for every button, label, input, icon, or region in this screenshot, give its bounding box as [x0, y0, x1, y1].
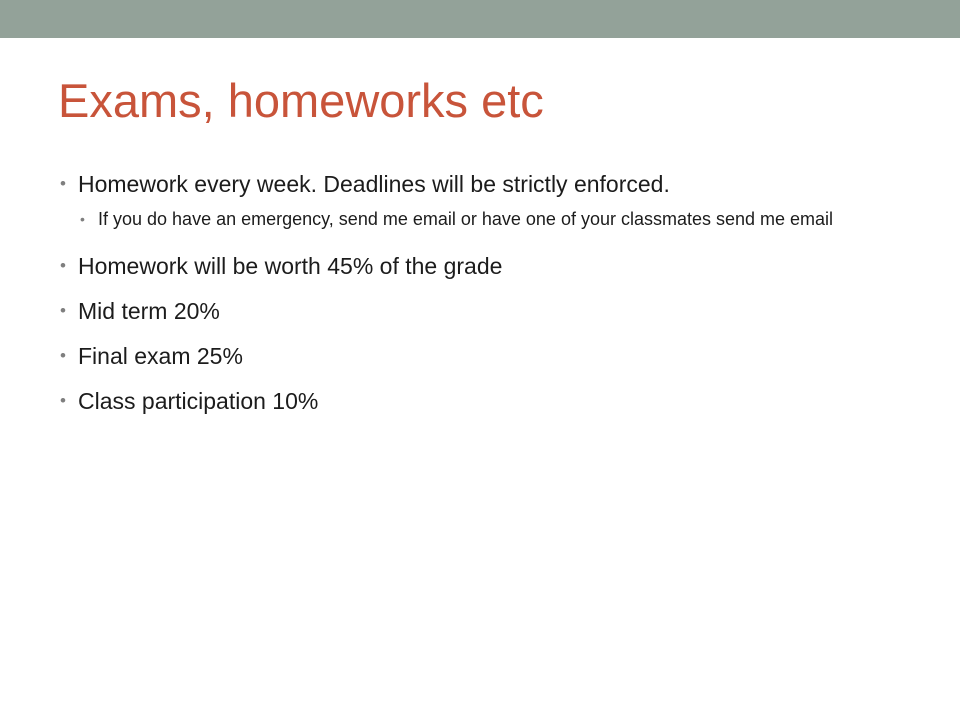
bullet-marker: •	[60, 174, 66, 193]
bullet-marker: •	[60, 346, 66, 365]
bullet-text: Mid term 20%	[78, 298, 220, 324]
bullet-marker: •	[60, 391, 66, 410]
bullet-marker: •	[60, 301, 66, 320]
bullet-item	[60, 342, 920, 370]
bullet-item	[60, 170, 920, 198]
bullet-list	[60, 170, 920, 432]
bullet-item	[60, 387, 920, 415]
bullet-marker: •	[80, 211, 85, 227]
bullet-item	[60, 252, 920, 280]
sub-bullet-item	[80, 207, 898, 232]
bullet-item	[60, 297, 920, 325]
bullet-text: Homework every week. Deadlines will be strictly enforced.	[78, 171, 670, 197]
sub-bullet-text: If you do have an emergency, send me email or have one of your classmates send me email	[98, 209, 834, 229]
top-accent-band	[0, 0, 960, 38]
bullet-text: Final exam 25%	[78, 343, 243, 369]
slide-title: Exams, homeworks etc	[58, 74, 544, 127]
bullet-text: Class participation 10%	[78, 388, 319, 414]
bullet-marker: •	[60, 256, 66, 275]
bullet-text: Homework will be worth 45% of the grade	[78, 253, 503, 279]
